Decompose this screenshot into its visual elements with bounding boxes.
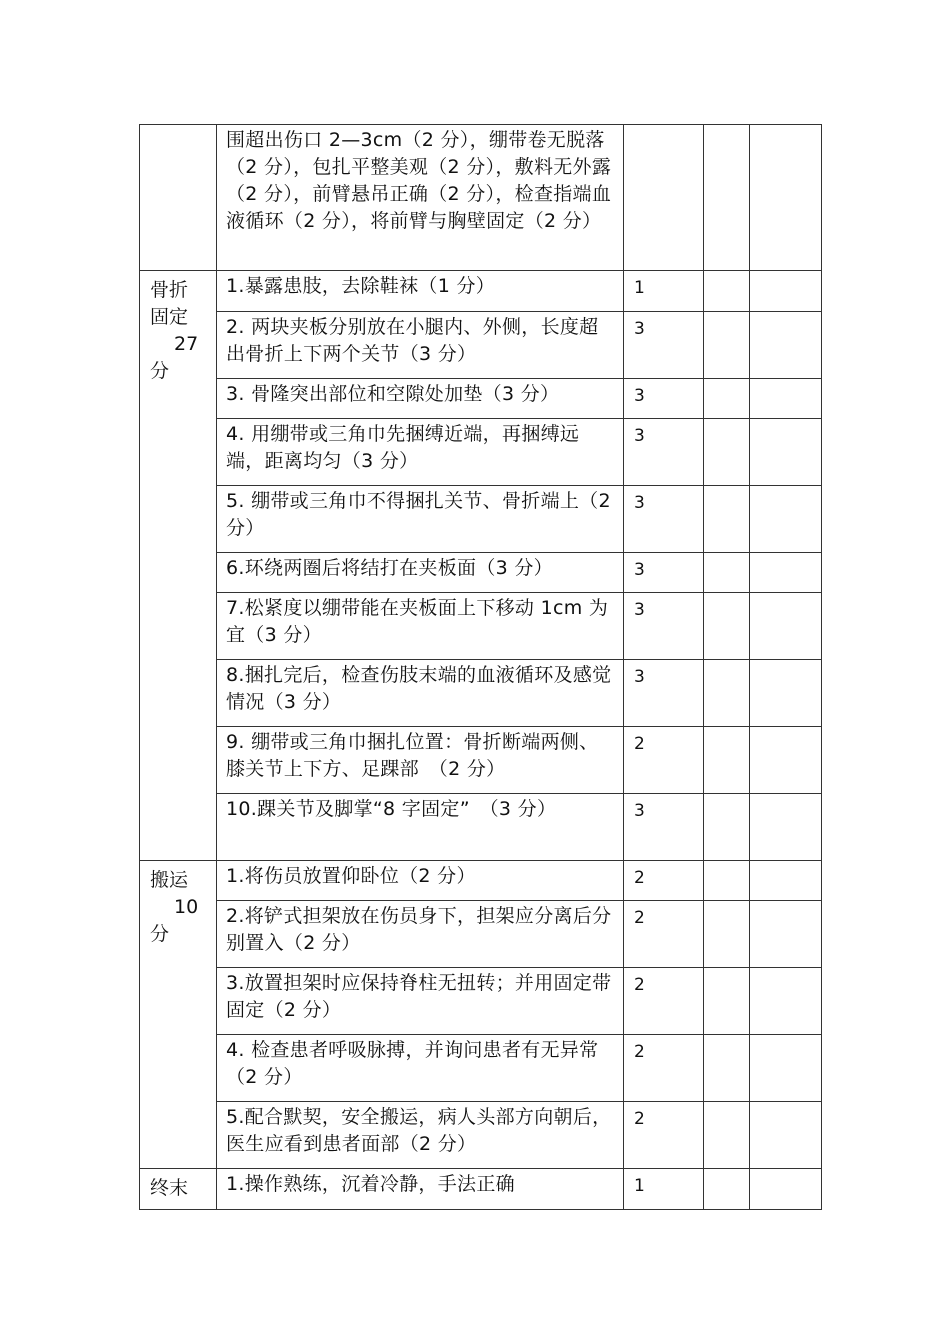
item-score: 3 — [624, 312, 704, 379]
table-row — [140, 312, 822, 379]
table-row — [140, 125, 822, 271]
blank-cell — [704, 1169, 750, 1210]
item-score: 2 — [624, 1035, 704, 1102]
table-row — [140, 727, 822, 794]
item-description: 7.松紧度以绷带能在夹板面上下移动 1cm 为宜（3 分） — [217, 593, 624, 660]
blank-cell — [750, 861, 822, 901]
item-score: 3 — [624, 660, 704, 727]
blank-cell — [750, 379, 822, 419]
blank-cell — [750, 486, 822, 553]
table-row — [140, 901, 822, 968]
item-description: 1.操作熟练，沉着冷静，手法正确 — [217, 1169, 624, 1210]
item-score — [624, 125, 704, 271]
blank-cell — [704, 660, 750, 727]
blank-cell — [704, 125, 750, 271]
blank-cell — [750, 593, 822, 660]
blank-cell — [704, 1102, 750, 1169]
blank-cell — [704, 968, 750, 1035]
item-score: 3 — [624, 379, 704, 419]
item-score: 3 — [624, 593, 704, 660]
item-description: 8.捆扎完后，检查伤肢末端的血液循环及感觉情况（3 分） — [217, 660, 624, 727]
blank-cell — [750, 312, 822, 379]
table-row — [140, 593, 822, 660]
table-row — [140, 1035, 822, 1102]
table-row — [140, 1102, 822, 1169]
blank-cell — [704, 553, 750, 593]
table-row — [140, 968, 822, 1035]
blank-cell — [704, 379, 750, 419]
blank-cell — [750, 1035, 822, 1102]
item-description: 5. 绷带或三角巾不得捆扎关节、骨折端上（2 分） — [217, 486, 624, 553]
blank-cell — [750, 660, 822, 727]
item-description: 1.将伤员放置仰卧位（2 分） — [217, 861, 624, 901]
item-description: 6.环绕两圈后将结打在夹板面（3 分） — [217, 553, 624, 593]
blank-cell — [750, 968, 822, 1035]
blank-cell — [704, 486, 750, 553]
item-score: 3 — [624, 486, 704, 553]
category-unit: 分 — [150, 360, 170, 382]
item-score: 3 — [624, 553, 704, 593]
item-description: 2. 两块夹板分别放在小腿内、外侧，长度超出骨折上下两个关节（3 分） — [217, 312, 624, 379]
category-name-line-1: 骨折 — [150, 279, 189, 301]
item-score: 2 — [624, 1102, 704, 1169]
category-cell — [140, 125, 217, 271]
scoring-table — [139, 124, 822, 1210]
blank-cell — [704, 271, 750, 312]
table-row — [140, 379, 822, 419]
item-description: 1.暴露患肢，去除鞋袜（1 分） — [217, 271, 624, 312]
blank-cell — [704, 593, 750, 660]
category-end — [140, 1169, 217, 1210]
blank-cell — [750, 1169, 822, 1210]
blank-cell — [704, 861, 750, 901]
item-score: 3 — [624, 794, 704, 861]
blank-cell — [750, 901, 822, 968]
item-description: 9. 绷带或三角巾捆扎位置：骨折断端两侧、膝关节上下方、足踝部 （2 分） — [217, 727, 624, 794]
category-name-line-2: 固定 — [150, 306, 189, 328]
table-row — [140, 660, 822, 727]
item-description: 3.放置担架时应保持脊柱无扭转；并用固定带固定（2 分） — [217, 968, 624, 1035]
blank-cell — [704, 1035, 750, 1102]
item-score: 1 — [624, 271, 704, 312]
blank-cell — [704, 312, 750, 379]
item-description: 4. 用绷带或三角巾先捆缚近端，再捆缚远端，距离均匀（3 分） — [217, 419, 624, 486]
blank-cell — [750, 125, 822, 271]
item-description: 2.将铲式担架放在伤员身下，担架应分离后分别置入（2 分） — [217, 901, 624, 968]
blank-cell — [704, 794, 750, 861]
category-transport — [140, 861, 217, 1169]
blank-cell — [750, 553, 822, 593]
item-score: 2 — [624, 727, 704, 794]
table-row — [140, 553, 822, 593]
category-name: 搬运 — [150, 869, 189, 891]
item-score: 2 — [624, 901, 704, 968]
category-points: 10 — [174, 896, 199, 918]
table-row — [140, 271, 822, 312]
item-description: 3. 骨隆突出部位和空隙处加垫（3 分） — [217, 379, 624, 419]
table-row — [140, 861, 822, 901]
item-score: 3 — [624, 419, 704, 486]
table-row — [140, 794, 822, 861]
blank-cell — [750, 419, 822, 486]
table-row — [140, 1169, 822, 1210]
blank-cell — [704, 727, 750, 794]
item-description: 10.踝关节及脚掌“8 字固定” （3 分） — [217, 794, 624, 861]
item-description: 围超出伤口 2—3cm（2 分），绷带卷无脱落（2 分），包扎平整美观（2 分），敷料无外露（2 分），前臂悬吊正确（2 分），检查指端血液循环（2 分），将前臂与胸壁固定（2 分） — [217, 125, 624, 271]
blank-cell — [750, 271, 822, 312]
item-description: 4. 检查患者呼吸脉搏，并询问患者有无异常（2 分） — [217, 1035, 624, 1102]
table-row — [140, 486, 822, 553]
blank-cell — [750, 794, 822, 861]
table-row — [140, 419, 822, 486]
item-score: 1 — [624, 1169, 704, 1210]
item-score: 2 — [624, 861, 704, 901]
item-description: 5.配合默契，安全搬运，病人头部方向朝后，医生应看到患者面部（2 分） — [217, 1102, 624, 1169]
category-name: 终末 — [150, 1177, 189, 1199]
blank-cell — [704, 901, 750, 968]
item-score: 2 — [624, 968, 704, 1035]
blank-cell — [750, 1102, 822, 1169]
category-points: 27 — [174, 333, 199, 355]
blank-cell — [750, 727, 822, 794]
blank-cell — [704, 419, 750, 486]
category-fracture-fixation — [140, 271, 217, 861]
category-unit: 分 — [150, 923, 170, 945]
